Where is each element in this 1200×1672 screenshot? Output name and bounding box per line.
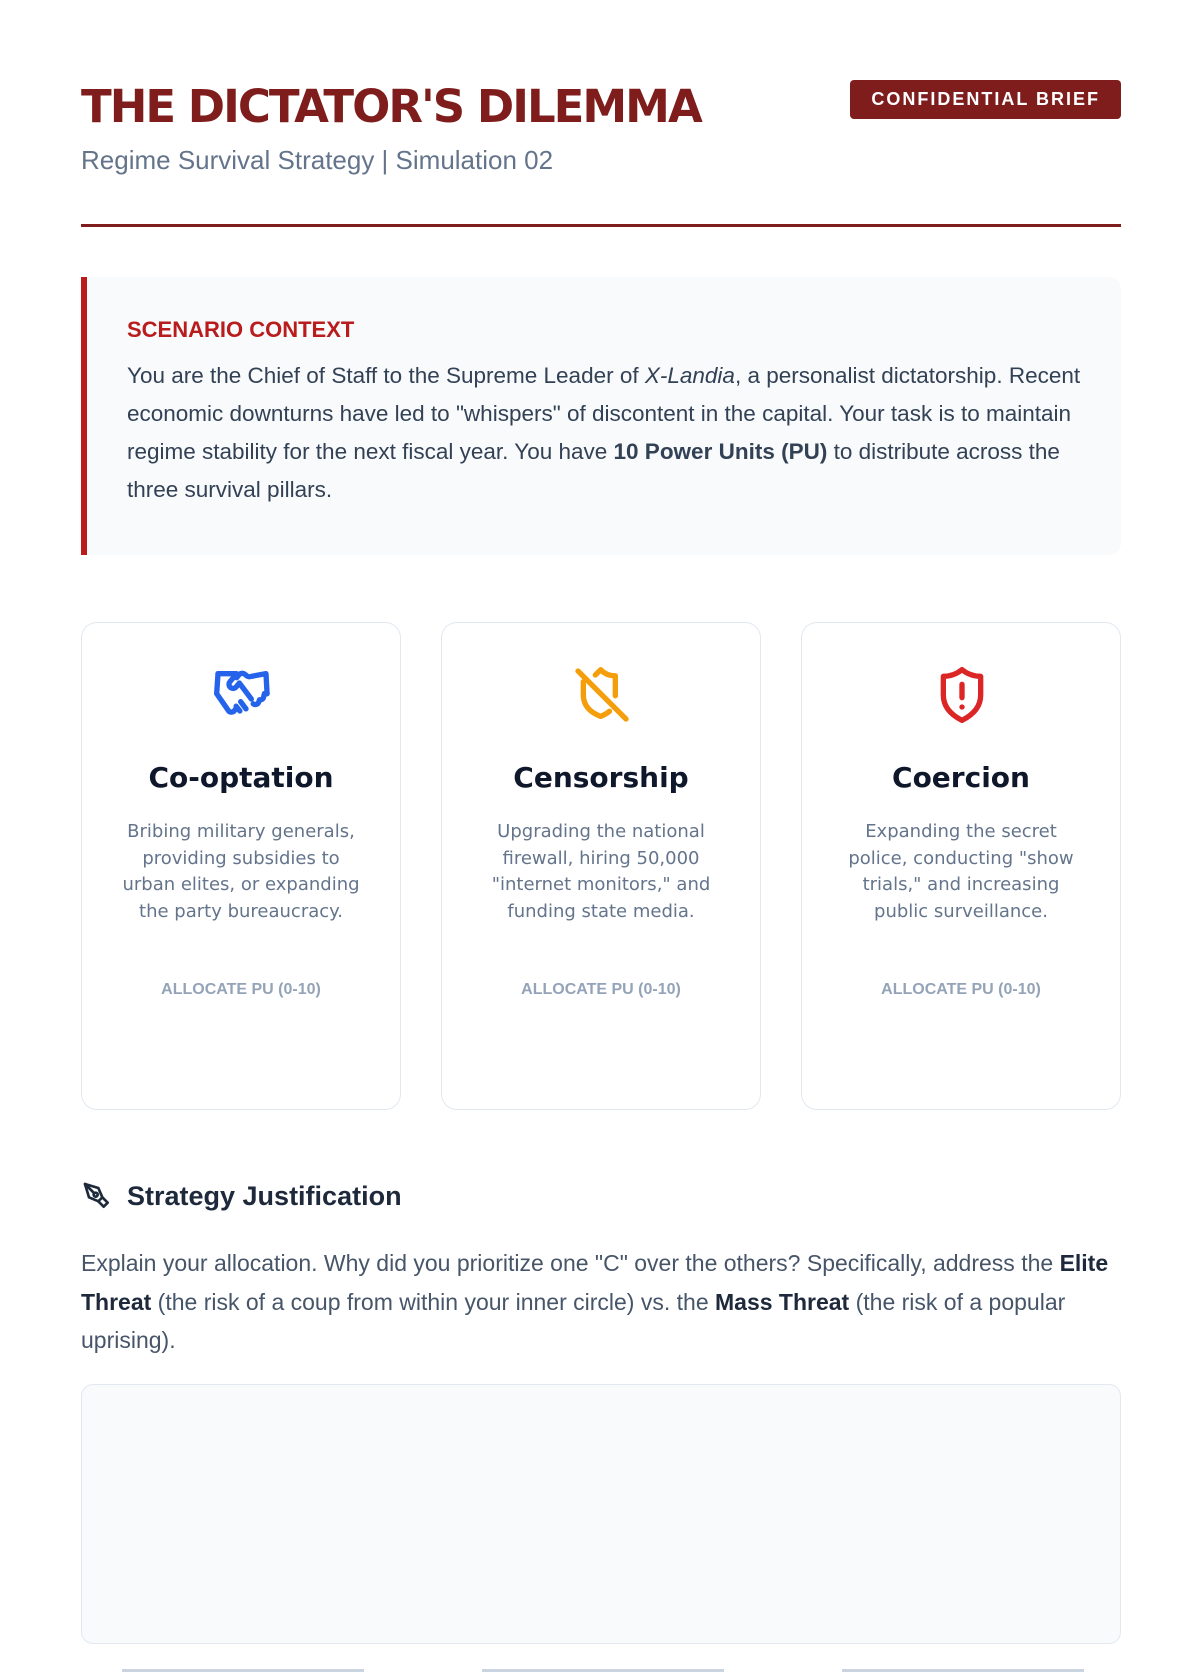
scenario-text-part: You are the Chief of Staff to the Supreme Leader of <box>127 363 645 388</box>
justification-textarea[interactable] <box>81 1384 1121 1644</box>
pillar-card-co-optation <box>81 622 401 1110</box>
elite-threat: Elite Threat <box>81 1250 1109 1315</box>
scenario-text-part: to distribute across the three survival pillars. <box>127 439 1060 502</box>
pillar-title: Censorship <box>513 761 689 794</box>
page <box>81 0 1121 1353</box>
allocate-label: ALLOCATE PU (0-10) <box>161 981 321 998</box>
pillar-card-coercion <box>801 622 1121 1110</box>
allocate-label: ALLOCATE PU (0-10) <box>881 981 1041 998</box>
pillar-description: Expanding the secret police, conducting "show trials," and increasing public surveillance. <box>848 821 1074 922</box>
pillar-description: Bribing military generals, providing subsidies to urban elites, or expanding the party bureaucracy. <box>122 821 360 922</box>
pillar-cards <box>81 622 1121 1110</box>
prompt-text-part: (the risk of a coup from within your inner circle) vs. the <box>151 1288 715 1315</box>
country-name: X-Landia <box>644 363 735 388</box>
justification-heading: Strategy Justification <box>127 1180 402 1211</box>
pen-tool-icon <box>81 1180 113 1212</box>
shield-alert-icon <box>930 663 994 727</box>
handshake-icon <box>210 663 274 727</box>
pillar-description: Upgrading the national firewall, hiring 50,000 "internet monitors," and funding state media. <box>491 821 711 922</box>
header <box>81 0 1121 227</box>
mass-threat: Mass Threat <box>715 1288 850 1315</box>
pillar-title: Coercion <box>892 761 1030 794</box>
allocate-label: ALLOCATE PU (0-10) <box>521 981 681 998</box>
shield-off-icon <box>570 663 634 727</box>
power-units: 10 Power Units (PU) <box>613 439 828 464</box>
prompt-text-part: (the risk of a popular uprising). <box>81 1288 1066 1353</box>
page-title: THE DICTATOR'S DILEMMA <box>81 80 701 133</box>
scenario-text <box>127 357 1081 509</box>
justification-header <box>81 1180 402 1212</box>
pillar-title: Co-optation <box>148 761 334 794</box>
page-subtitle: Regime Survival Strategy | Simulation 02 <box>81 145 554 175</box>
confidential-badge: CONFIDENTIAL BRIEF <box>850 80 1121 119</box>
scenario-heading: SCENARIO CONTEXT <box>127 317 355 342</box>
scenario-context <box>81 277 1121 555</box>
prompt-text-part: Explain your allocation. Why did you prioritize one "C" over the others? Specifically, address the <box>81 1250 1060 1276</box>
justification-prompt <box>81 1244 1121 1360</box>
scenario-text-part: , a personalist dictatorship. Recent economic downturns have led to "whispers" of discontent in the capital. Your task is to maintain regime stability for the next fiscal year. You have <box>127 363 1081 464</box>
pillar-card-censorship <box>441 622 761 1110</box>
